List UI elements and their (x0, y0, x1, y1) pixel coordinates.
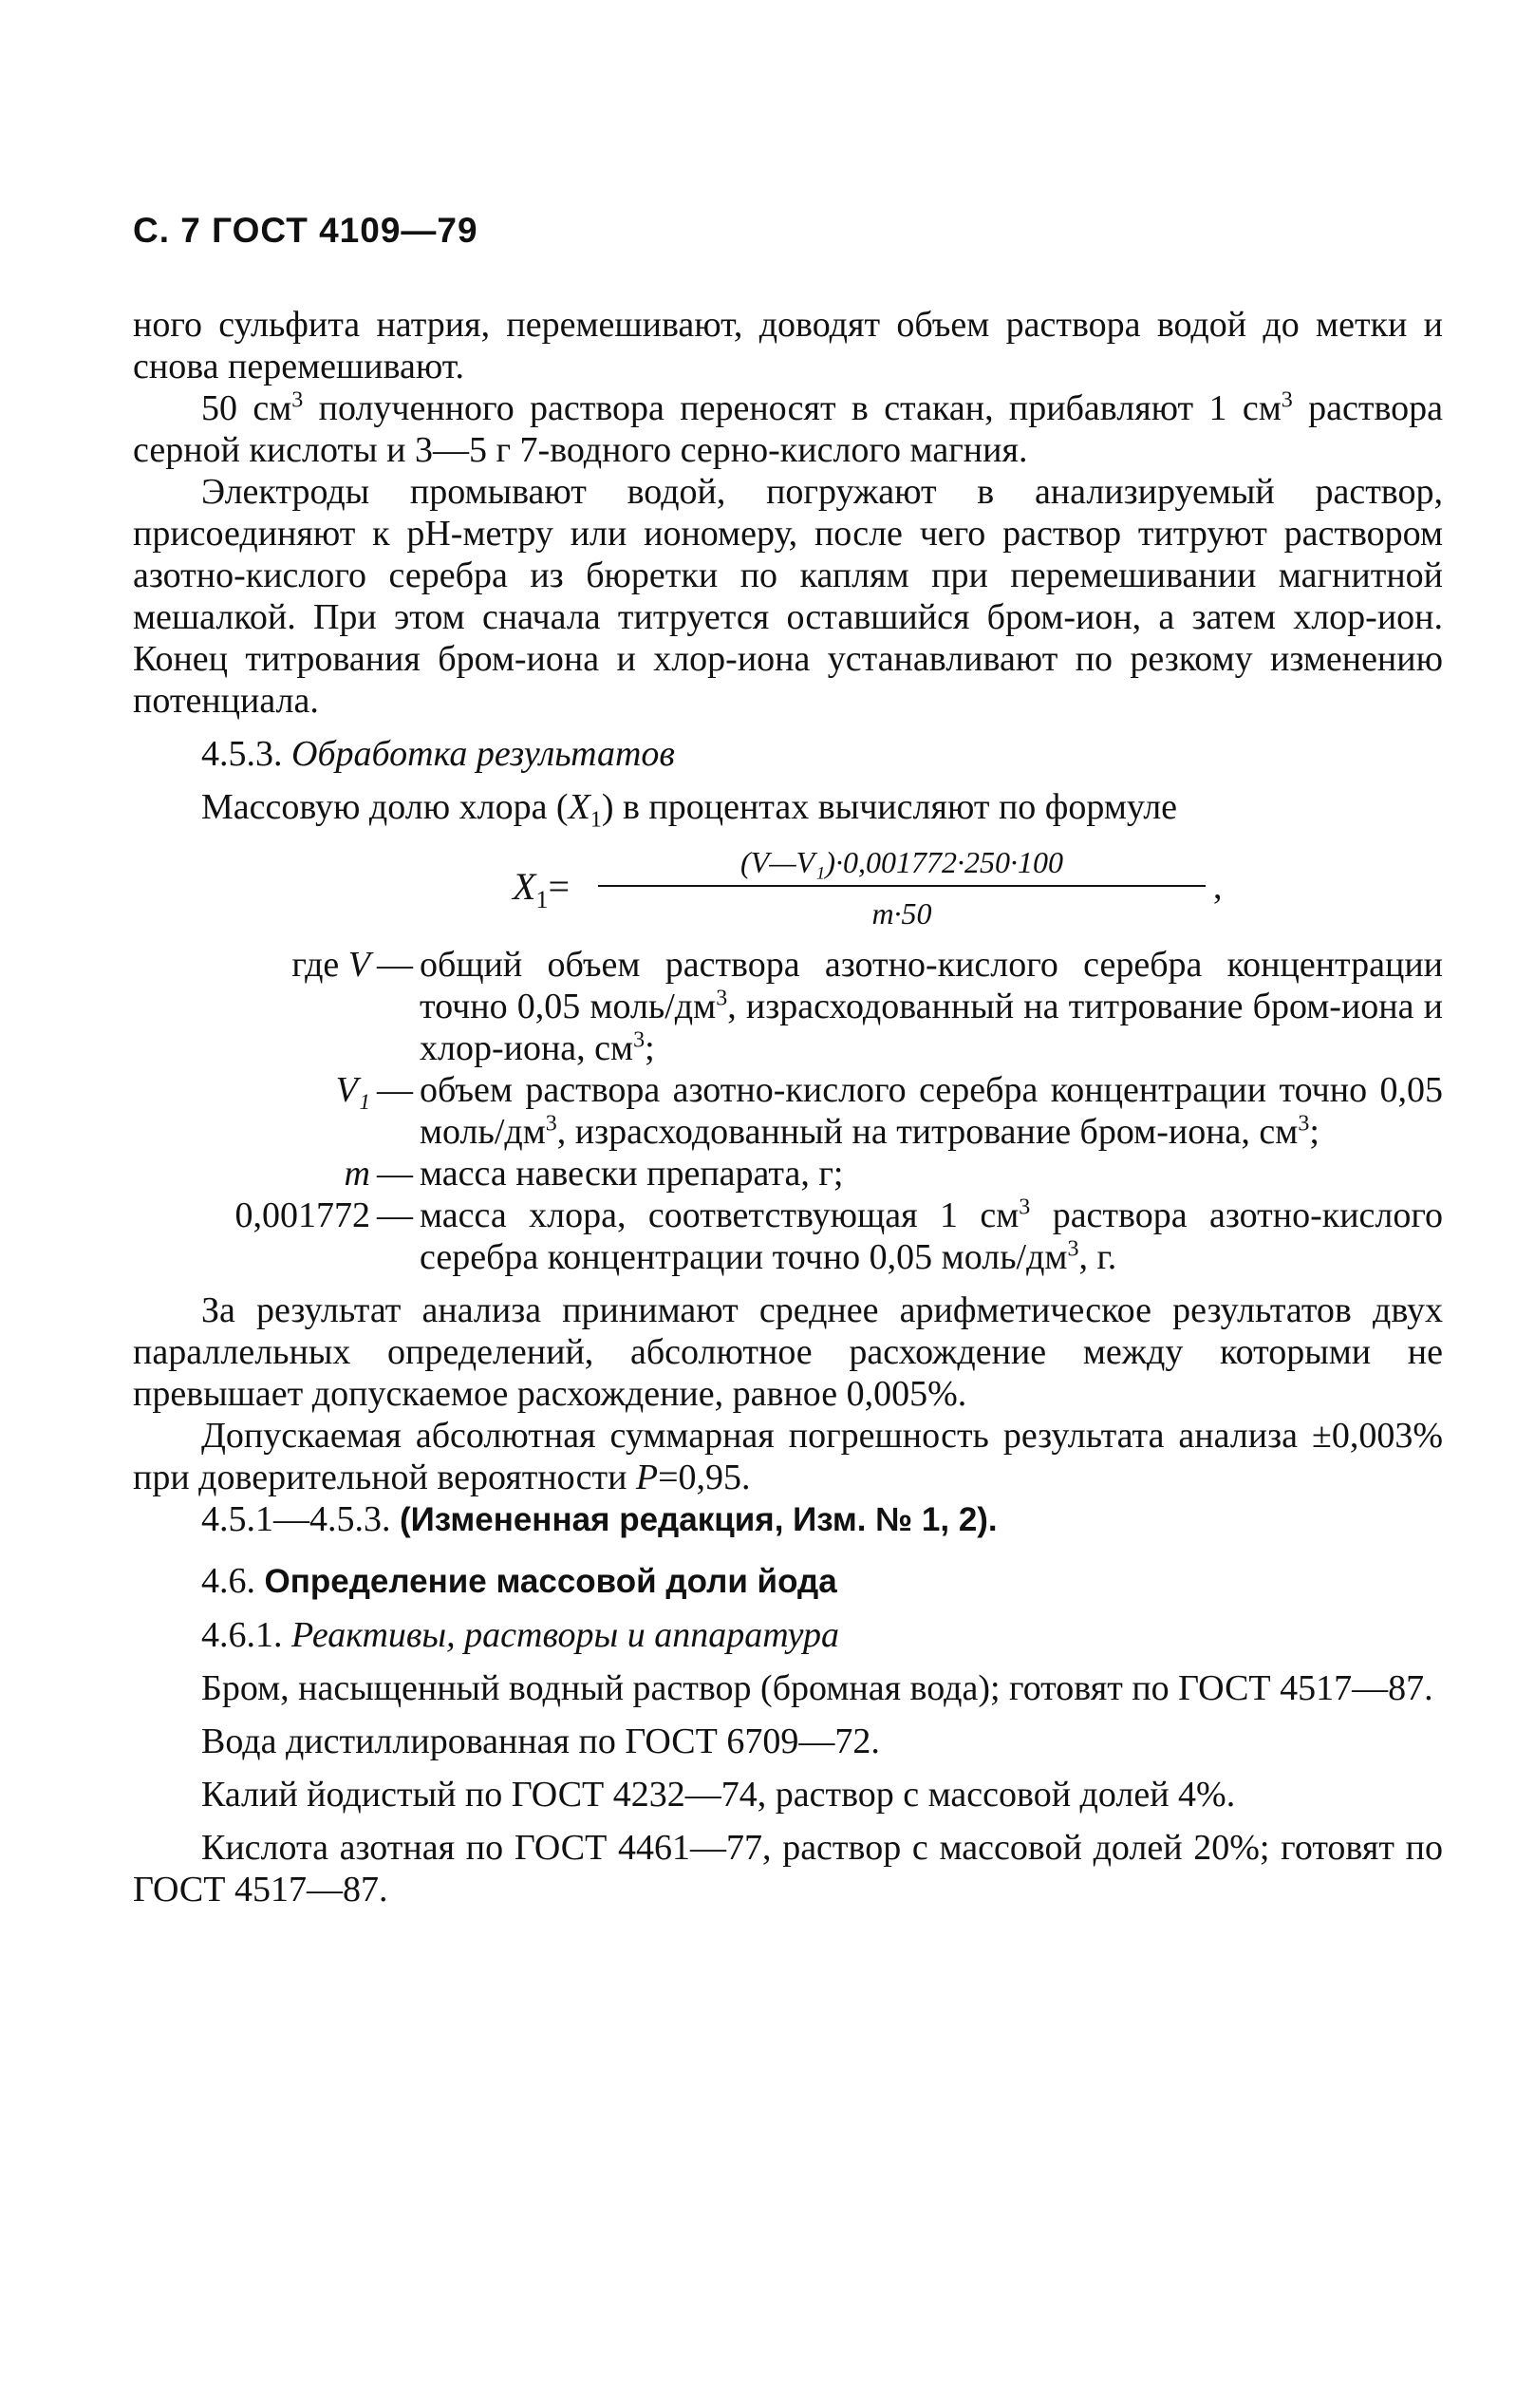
document-body (133, 304, 1443, 1910)
paragraph-result: За результат анализа принимают среднее арифметическое результатов двух параллельных определений, абсолютное расхождение между которыми не превышает допускаемое расхождение, равное 0,005%. (133, 1290, 1443, 1414)
definition-m: m — масса навески препарата, г; (344, 1154, 844, 1194)
page-header: С. 7 ГОСТ 4109—79 (133, 211, 478, 250)
paragraph-sample-transfer: 50 $см^3$ полученного раствора переносят в стакан, прибавляют 1 $см^3$ раствора серной кислоты и 3—5 г 7-водного серно-кислого магния. (133, 387, 1443, 470)
paragraph-nitric-acid: Кислота азотная по ГОСТ 4461—77, раствор с массовой долей 20%; готовят по ГОСТ 4517—87. (133, 1828, 1443, 1909)
formula-comma: , (1213, 867, 1223, 907)
paragraph-bromine: Бром, насыщенный водный раствор (бромная вода); готовят по ГОСТ 4517—87. (201, 1668, 1433, 1708)
definition-V: где V — общий объем раствора азотно-кислого серебра концентрации точно 0,05 моль/$дм^3$, израсходованный на титрование бром-иона и хлор-иона, $см^3$; (291, 945, 1443, 1068)
section-4-6-heading: 4.6. Определение массовой доли йода (201, 1561, 837, 1601)
definition-V1: V₁ — объем раствора азотно-кислого серебра концентрации точно 0,05 моль/$дм^3$, израсходованный на титрование бром-иона, $см^3$; (335, 1070, 1443, 1152)
formula-denominator: m·50 (871, 896, 932, 931)
section-4-6-1-heading: 4.6.1. Реактивы, растворы и аппаратура (201, 1615, 840, 1655)
section-4-5-3-heading: 4.5.3. Обработка результатов (201, 734, 675, 774)
paragraph-continuation: ного сульфита натрия, перемешивают, доводят объем раствора водой до метки и снова перемешивают. (133, 305, 1443, 386)
formula-fraction-bar (598, 885, 1206, 887)
paragraph-water: Вода дистиллированная по ГОСТ 6709—72. (201, 1721, 880, 1761)
paragraph-potassium-iodide: Калий йодистый по ГОСТ 4232—74, раствор с массовой долей 4%. (201, 1775, 1236, 1815)
paragraph-titration: Электроды промывают водой, погружают в анализируемый раствор, присоединяют к pH-метру или иономеру, после чего раствор титруют раствором азотно-кислого серебра из бюретки по каплям при перемешивании магнитной мешалкой. При этом сначала титруется оставшийся бром-ион, а затем хлор-ион. Конец титрования бром-иона и хлор-иона устанавливают по резкому изменению потенциала. (133, 472, 1443, 721)
formula-x1 (133, 841, 1443, 932)
definition-constant: 0,001772 — масса хлора, соответствующая 1 $см^3$ раствора азотно-кислого серебра концентрации точно 0,05 моль/$дм^3$, г. (234, 1195, 1443, 1277)
paragraph-formula-intro: Массовую долю хлора $(X_1)$ в процентах вычисляют по формуле (201, 787, 1178, 833)
formula-lhs: $X_1=$ (513, 865, 570, 913)
variable-definitions (133, 944, 1443, 1278)
formula-numerator: (V—V₁)·0,001772·250·100 (740, 845, 1063, 879)
paragraph-error: Допускаемая абсолютная суммарная погрешность результата анализа ±0,003% при доверительной вероятности P=0,95. (133, 1416, 1443, 1497)
paragraph-revision-note: 4.5.1—4.5.3. (Измененная редакция, Изм. № 1, 2). (201, 1499, 998, 1539)
